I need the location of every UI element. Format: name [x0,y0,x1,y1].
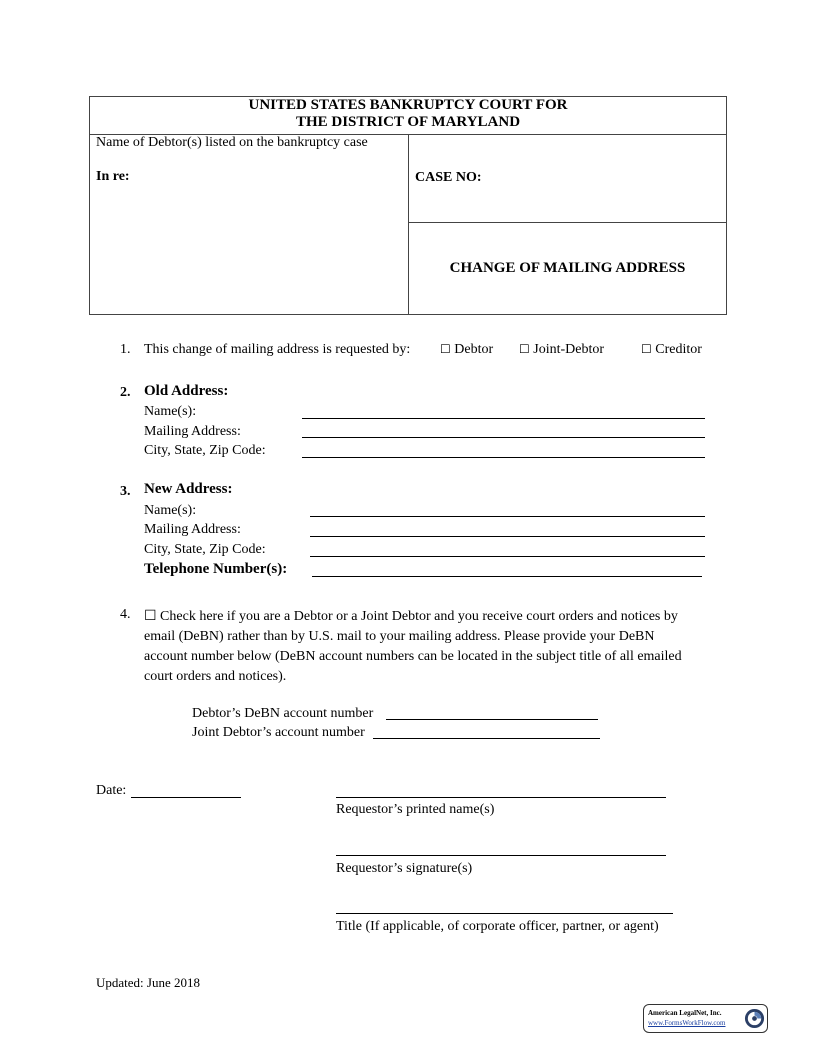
debn-line1[interactable]: ☐ Check here if you are a Debtor or a Joint Debtor and you receive court orders and notices by [144,609,678,624]
option-joint-debtor[interactable] [519,342,604,358]
joint-debtor-account-field[interactable] [373,738,600,739]
joint-debtor-checkbox-icon[interactable]: ☐ [519,342,530,356]
option-debtor[interactable] [440,342,493,358]
new-mailing-field[interactable] [310,536,705,537]
item2-number: 2. [120,385,131,400]
debn-line4: court orders and notices). [144,669,287,684]
old-city-label: City, State, Zip Code: [144,443,266,458]
item4-number: 4. [120,607,131,622]
in-re-label: In re: [96,169,130,184]
printed-name-label: Requestor’s printed name(s) [336,802,495,817]
court-title [89,97,727,131]
old-mailing-label: Mailing Address: [144,424,241,439]
debtor-debn-field[interactable] [386,719,598,720]
debtor-debn-label: Debtor’s DeBN account number [192,706,374,721]
joint-debtor-account-label: Joint Debtor’s account number [192,725,365,740]
option-creditor-label: Creditor [655,342,702,357]
old-name-field[interactable] [302,418,705,419]
debtor-checkbox-icon[interactable]: ☐ [440,342,451,356]
new-city-label: City, State, Zip Code: [144,542,266,557]
globe-icon [744,1008,765,1029]
title-field[interactable] [336,913,673,914]
new-address-heading: New Address: [144,481,233,497]
new-name-field[interactable] [310,516,705,517]
option-creditor[interactable] [641,342,702,358]
debn-paragraph [144,607,682,687]
telephone-field[interactable] [312,576,702,577]
header-vertical-divider [408,134,409,315]
old-city-field[interactable] [302,457,705,458]
creditor-checkbox-icon[interactable]: ☐ [641,342,652,356]
logo-company-name: American LegalNet, Inc. [648,1009,722,1017]
item3-number: 3. [120,484,131,499]
telephone-label: Telephone Number(s): [144,561,288,577]
debn-line2: email (DeBN) rather than by U.S. mail to your mailing address. Please provide your DeBN [144,629,655,644]
option-debtor-label: Debtor [454,342,494,357]
new-name-label: Name(s): [144,503,197,518]
signature-label: Requestor’s signature(s) [336,861,473,876]
printed-name-field[interactable] [336,797,666,798]
new-mailing-label: Mailing Address: [144,522,241,537]
option-joint-debtor-label: Joint-Debtor [533,342,605,357]
american-legalnet-logo [643,1004,768,1033]
updated-date: Updated: June 2018 [96,975,200,990]
old-mailing-field[interactable] [302,437,705,438]
debn-line3: account number below (DeBN account numbers can be located in the subject title of all emailed [144,649,682,664]
old-name-label: Name(s): [144,404,197,419]
court-title-line1: UNITED STATES BANKRUPTCY COURT FOR [248,97,568,113]
form-title: CHANGE OF MAILING ADDRESS [449,260,686,276]
date-label: Date: [96,783,127,798]
new-city-field[interactable] [310,556,705,557]
court-title-line2: THE DISTRICT OF MARYLAND [295,114,521,130]
debtor-name-label: Name of Debtor(s) listed on the bankruptcy case [96,135,368,150]
date-field[interactable] [131,797,241,798]
old-address-heading: Old Address: [144,383,229,399]
logo-url-link[interactable]: www.FormsWorkFlow.com [648,1019,726,1027]
case-no-label: CASE NO: [415,170,482,185]
item1-text: This change of mailing address is requested by: [144,342,411,357]
title-label: Title (If applicable, of corporate officer, partner, or agent) [336,919,659,934]
signature-field[interactable] [336,855,666,856]
header-case-divider [408,222,727,223]
item1-number: 1. [120,342,131,357]
